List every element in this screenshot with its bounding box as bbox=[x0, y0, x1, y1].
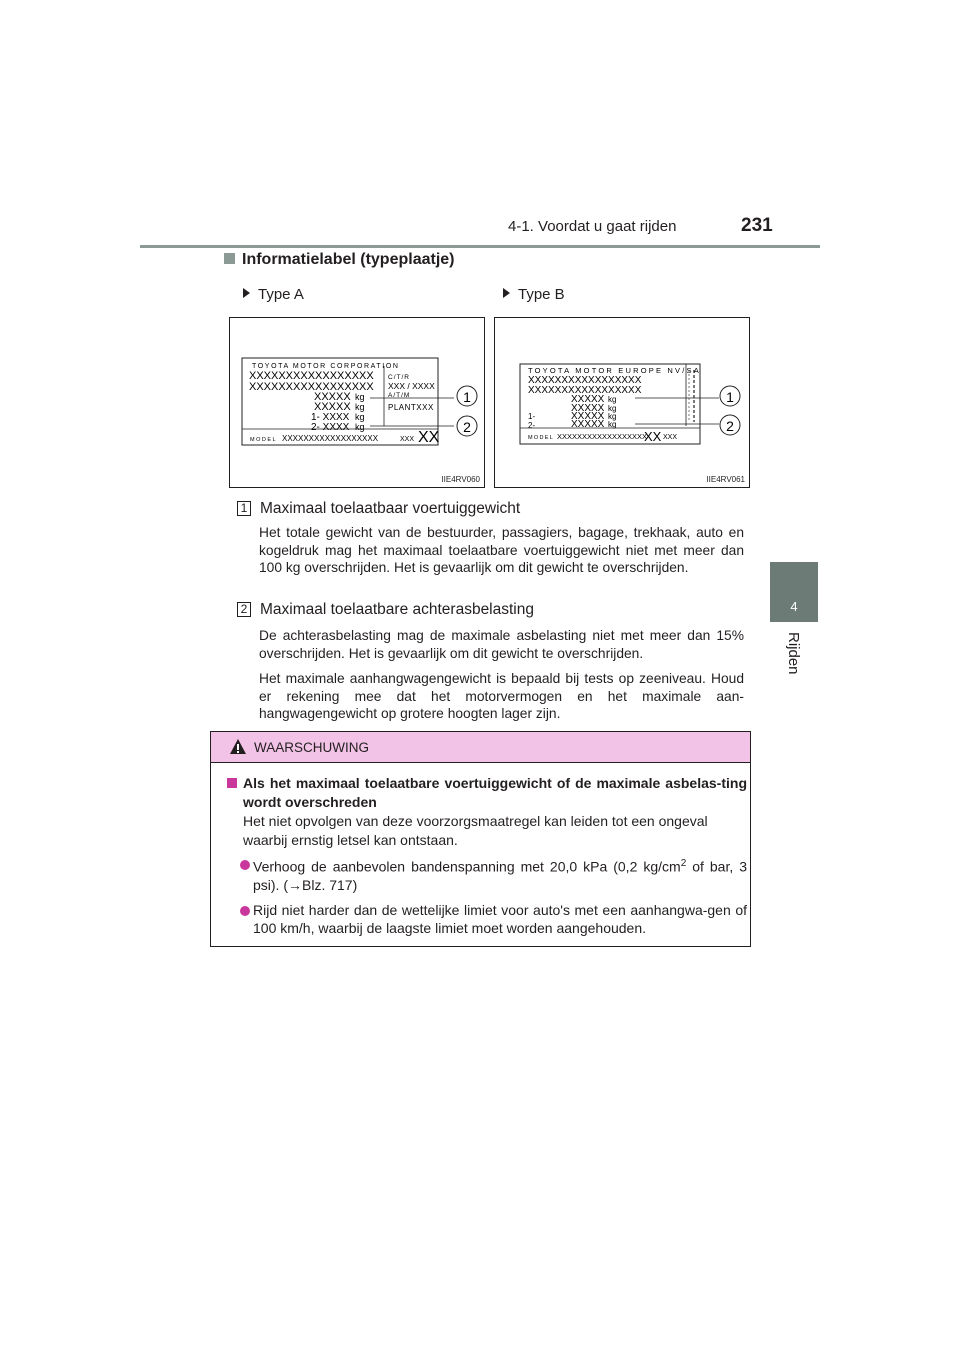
warning-bullet-2 bbox=[227, 901, 747, 938]
plate-kg-2: XXXXX bbox=[314, 401, 351, 413]
plate-line-2: XXXXXXXXXXXXXXXXX bbox=[528, 385, 642, 396]
warning-box bbox=[210, 731, 751, 947]
heading-text: Informatielabel (typeplaatje) bbox=[242, 251, 455, 268]
plate-line-1: XXXXXXXXXXXXXXXXX bbox=[528, 375, 642, 386]
figure-type-b bbox=[494, 317, 750, 488]
item-1-title: Maximaal toelaatbaar voertuiggewicht bbox=[260, 500, 521, 517]
plate-kg-2: XXXXX bbox=[571, 403, 605, 414]
plate-axle-2: 2- XXXX bbox=[311, 422, 350, 433]
warning-body bbox=[227, 774, 747, 938]
heading-square-icon bbox=[224, 253, 235, 264]
page-number: 231 bbox=[741, 215, 773, 236]
item-2-paragraph-2: Het maximale aanhangwagengewicht is bepaald bij tests op zeeniveau. Houd er rekening mee dat het motorvermogen en het maximale aan-hangwagengewicht op grotere hoogten lager zijn. bbox=[259, 671, 744, 721]
plate-model-big: XX bbox=[418, 429, 440, 446]
plate-unit: kg bbox=[608, 395, 617, 404]
plate-kg-1: XXXXX bbox=[571, 394, 605, 405]
chapter-number: 4 bbox=[790, 599, 798, 614]
figure-code: IIE4RV061 bbox=[706, 475, 745, 484]
section-heading bbox=[224, 251, 455, 269]
plate-maker: TOYOTA MOTOR CORPORATION bbox=[252, 363, 400, 370]
triangle-right-icon bbox=[503, 288, 510, 298]
plate-unit: kg bbox=[355, 402, 365, 412]
plate-kg-1: XXXXX bbox=[314, 391, 351, 403]
plate-unit: kg bbox=[355, 422, 365, 432]
item-2-number: 2 bbox=[237, 602, 251, 617]
plate-model-label: MODEL bbox=[528, 435, 555, 441]
warning-title-text: Als het maximaal toelaatbare voertuiggewicht of de maximale asbelas-ting wordt overschreden bbox=[243, 775, 747, 810]
chapter-tab bbox=[770, 562, 818, 622]
plate-model-big: XX bbox=[644, 429, 662, 444]
item-1-paragraph: Het totale gewicht van de bestuurder, passagiers, bagage, trekhaak, auto en kogeldruk mag het maximaal toelaatbare voertuiggewicht niet met meer dan 100 kg overschrijden. Het is gevaarlijk om dit gewicht te overschrijden. bbox=[259, 525, 744, 575]
bullet-2-text: Rijd niet harder dan de wettelijke limiet voor auto's met een aanhangwa-gen of 100 km/h, waarbij de laagste limiet moet worden aangehouden. bbox=[253, 901, 747, 937]
plate-maker: TOYOTA MOTOR EUROPE NV/SA bbox=[528, 366, 701, 375]
bullet-dot-icon bbox=[240, 860, 250, 870]
chapter-label: Rijden bbox=[785, 632, 802, 675]
type-b-plate-illustration bbox=[495, 318, 751, 489]
type-a-label bbox=[243, 286, 304, 303]
item-2-heading bbox=[237, 601, 534, 619]
plate-model-value: XXXXXXXXXXXXXXXXXX bbox=[282, 434, 379, 443]
plate-unit: kg bbox=[608, 420, 617, 429]
item-2-paragraph-1: De achterasbelasting mag de maximale asbelasting niet met meer dan 15% overschrijden. Het is gevaarlijk om dit gewicht te overschrijden. bbox=[259, 628, 744, 661]
plate-axle-2: XXXXX bbox=[571, 419, 605, 430]
warning-title bbox=[227, 774, 747, 811]
item-2-title: Maximaal toelaatbare achterasbelasting bbox=[260, 601, 534, 618]
plate-vertical-columns bbox=[689, 370, 694, 422]
bullet-1-text: Verhoog de aanbevolen bandenspanning met 20,0 kPa (0,2 kg/cm bbox=[253, 858, 681, 875]
bullet-1-text-end: of bar, 3 psi). (→Blz. 717) bbox=[253, 858, 748, 894]
plate-line-1: XXXXXXXXXXXXXXXXX bbox=[249, 370, 374, 382]
callout-1: 1 bbox=[463, 389, 471, 405]
plate-model-suffix: XXX bbox=[400, 436, 415, 443]
plate-line-2: XXXXXXXXXXXXXXXXX bbox=[249, 381, 374, 393]
bullet-dot-icon bbox=[240, 906, 250, 916]
bullet-1-sup: 2 bbox=[680, 858, 687, 869]
plate-unit: kg bbox=[608, 412, 617, 421]
header-rule bbox=[140, 245, 820, 248]
plate-plant: PLANTXXX bbox=[388, 403, 434, 412]
warning-triangle-icon bbox=[229, 738, 247, 755]
callout-2: 2 bbox=[726, 418, 734, 434]
plate-unit: kg bbox=[355, 412, 365, 422]
type-b-text: Type B bbox=[518, 286, 565, 303]
plate-axle-2-label: 2- bbox=[528, 421, 536, 430]
warning-bullet-1 bbox=[227, 855, 747, 895]
item-1-heading bbox=[237, 500, 520, 518]
plate-axle-1: XXXXX bbox=[571, 411, 605, 422]
warning-label: WAARSCHUWING bbox=[254, 740, 369, 755]
section-title: 4-1. Voordat u gaat rijden bbox=[508, 218, 677, 235]
plate-unit: kg bbox=[608, 404, 617, 413]
callout-2: 2 bbox=[463, 419, 471, 435]
plate-model-suffix: XXX bbox=[663, 434, 678, 441]
plate-unit: kg bbox=[355, 392, 365, 402]
warning-square-icon bbox=[227, 778, 237, 788]
plate-ctr-value: XXX / XXXX bbox=[388, 381, 435, 391]
warning-text: Het niet opvolgen van deze voorzorgsmaatregel kan leiden tot een ongeval waarbij ernstig letsel kan ontstaan. bbox=[243, 813, 708, 848]
plate-atm: A/T/M bbox=[388, 392, 411, 399]
figure-type-a bbox=[229, 317, 485, 488]
figure-code: IIE4RV060 bbox=[441, 475, 480, 484]
plate-ctr: C/T/R bbox=[388, 374, 410, 381]
callout-1: 1 bbox=[726, 389, 734, 405]
type-b-label bbox=[503, 286, 565, 303]
plate-model-value: XXXXXXXXXXXXXXXXXX bbox=[557, 432, 648, 441]
type-a-plate-illustration bbox=[230, 318, 486, 489]
plate-model-label: MODEL bbox=[250, 437, 278, 443]
plate-axle-1: 1- XXXX bbox=[311, 412, 350, 423]
type-a-text: Type A bbox=[258, 286, 304, 303]
warning-header bbox=[211, 732, 750, 763]
plate-axle-1-label: 1- bbox=[528, 412, 536, 421]
triangle-right-icon bbox=[243, 288, 250, 298]
item-1-number: 1 bbox=[237, 501, 251, 516]
